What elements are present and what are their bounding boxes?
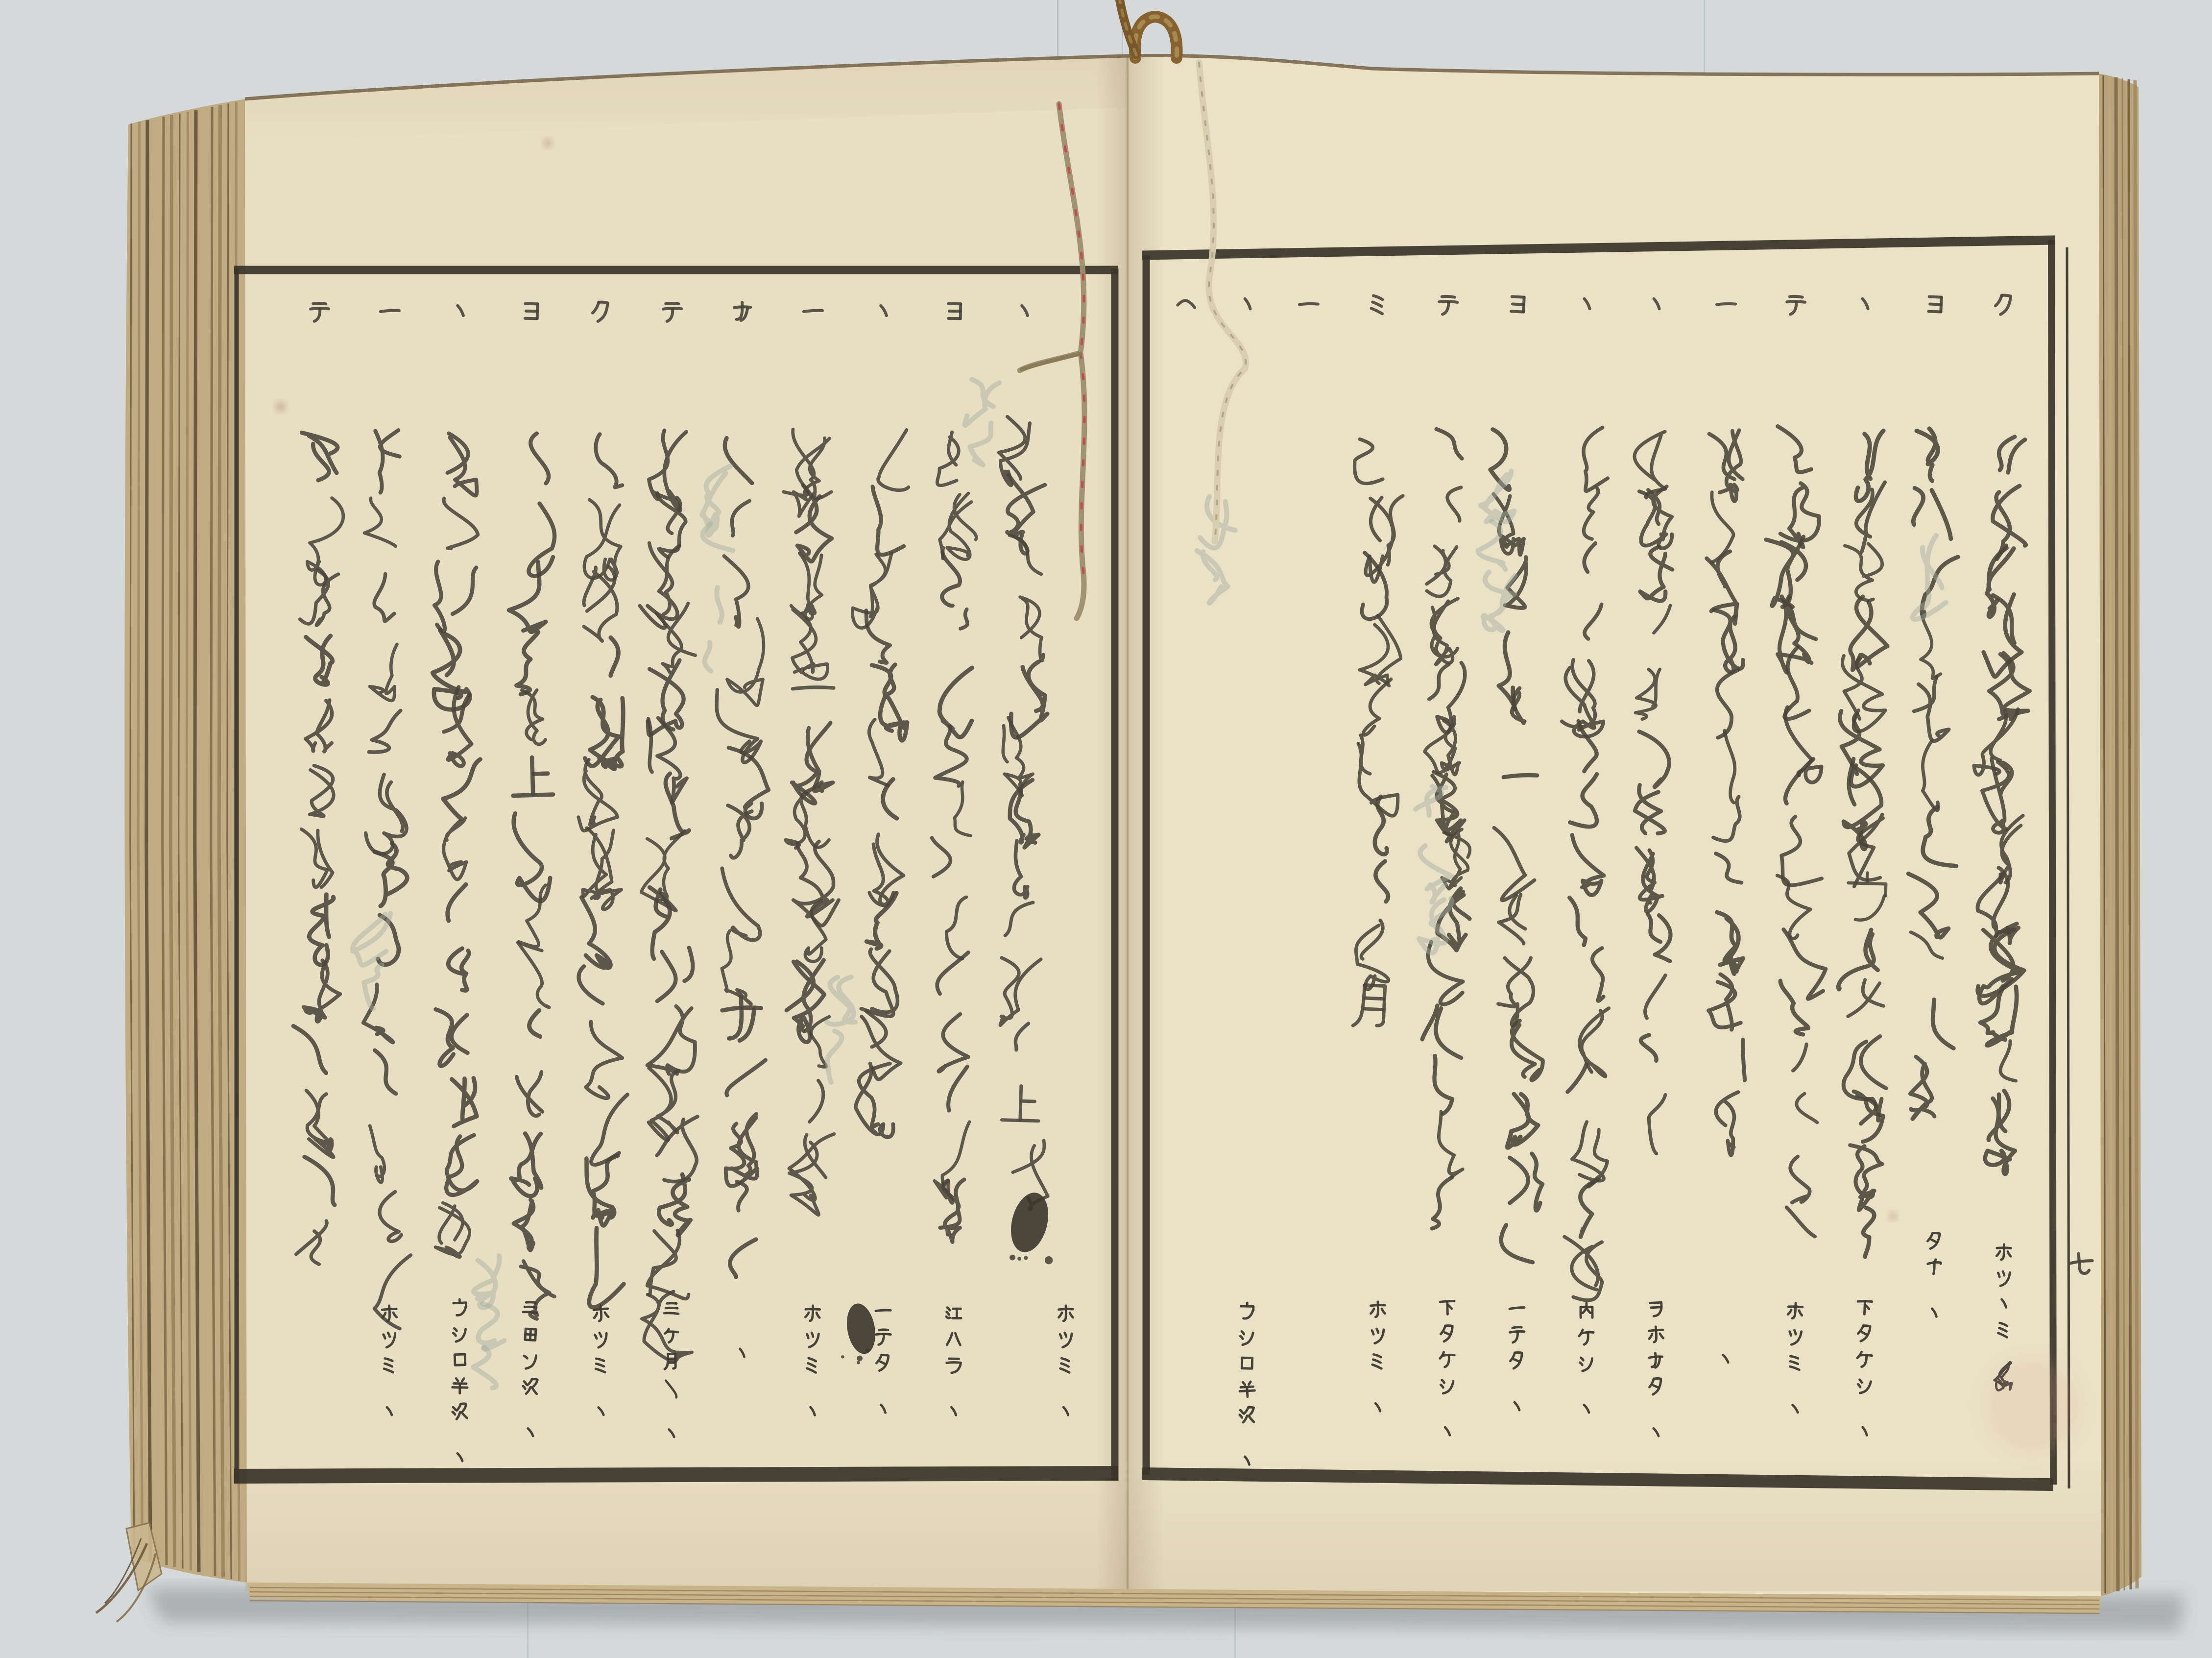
book (96, 0, 2141, 1622)
left-page (245, 56, 1128, 1591)
pink-tinge (1986, 1360, 2079, 1453)
right-page (1128, 55, 2101, 1597)
stain (1890, 1213, 1897, 1219)
stain (544, 139, 552, 147)
stain (276, 402, 285, 411)
backdrop-seam-3 (1704, 0, 1705, 73)
left-frame-bottom-rule (234, 1473, 1118, 1476)
left-fore-edge (124, 99, 247, 1583)
right-fore-edge (2099, 73, 2141, 1596)
right-frame-right-rule (2051, 240, 2053, 1485)
